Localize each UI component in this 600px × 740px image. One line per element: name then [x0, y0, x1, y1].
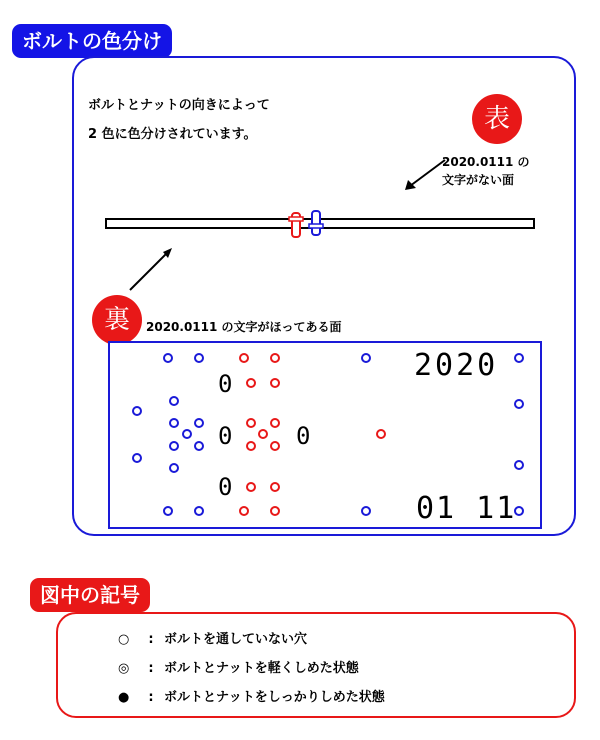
- legend-item-open-hole: [118, 628, 307, 647]
- front-note-line1: 2020.0111 の: [442, 155, 530, 169]
- front-arrow: [410, 160, 445, 186]
- blue-bolt-side: [309, 211, 323, 235]
- section-title-legend: 図中の記号: [30, 578, 150, 612]
- legend-label: ボルトとナットを軽くしめた状態: [164, 661, 359, 676]
- open-circle-icon: ○: [118, 632, 130, 647]
- front-note-line2: 文字がない面: [442, 173, 515, 187]
- front-badge: 表: [472, 94, 522, 144]
- legend-item-tight: [118, 686, 385, 705]
- intro-text-line2: 2 色に色分けされています。: [88, 127, 257, 142]
- engraved-zero: 0: [218, 473, 233, 501]
- legend-colon: :: [148, 661, 154, 676]
- red-bolt-side: [289, 213, 303, 237]
- legend-label: ボルトとナットをしっかりしめた状態: [164, 690, 385, 705]
- back-note: 2020.0111 の文字がほってある面: [146, 320, 342, 334]
- legend-colon: :: [148, 632, 154, 647]
- front-arrow-head: [405, 180, 416, 190]
- intro-text-line1: ボルトとナットの向きによって: [88, 98, 270, 113]
- engraved-year: 2020: [414, 348, 499, 383]
- double-circle-icon: ◎: [118, 661, 130, 676]
- engraved-date: 01 11: [416, 491, 517, 526]
- engraved-zero: 0: [218, 422, 233, 450]
- engraved-zero: 0: [218, 370, 233, 398]
- section-title-bolt-colors: ボルトの色分け: [12, 24, 172, 58]
- back-badge: 裏: [92, 295, 142, 345]
- filled-circle-icon: ●: [118, 690, 130, 705]
- engraved-zero: 0: [296, 422, 311, 450]
- back-arrow: [130, 252, 168, 290]
- legend-label: ボルトを通していない穴: [164, 632, 308, 647]
- legend-colon: :: [148, 690, 154, 705]
- legend-item-loose: [118, 657, 359, 676]
